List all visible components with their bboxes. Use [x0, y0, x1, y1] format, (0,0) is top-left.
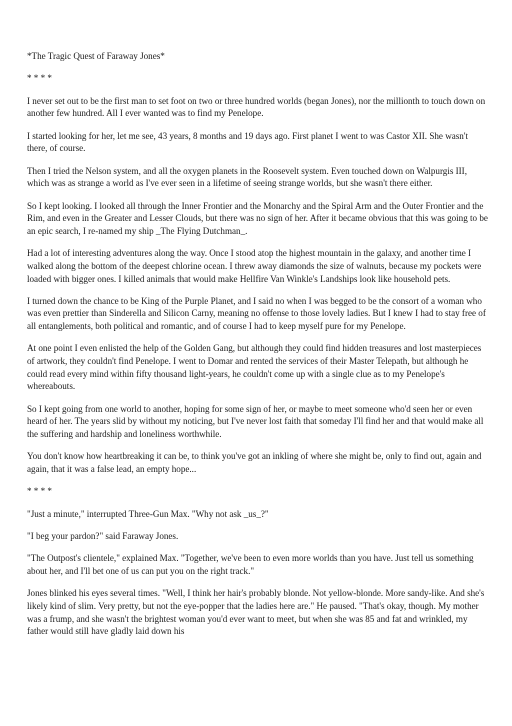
- paragraph: "The Outpost's clientele," explained Max. "Together, we've been to even more worlds than you have. Just tell us something about her, and I'll bet one of us can put you on the right track.": [27, 553, 474, 576]
- paragraph: At one point I even enlisted the help of the Golden Gang, but although they could find hidden treasures and lost masterpieces of artwork, they couldn't find Penelope. I went to Domar and rented the services of their Master Telepath, but although he could read every mind within fifty thousand light-years, he couldn't come up with a single clue as to my Penelope's whereabouts.: [27, 343, 482, 392]
- paragraph: So I kept looking. I looked all through the Inner Frontier and the Monarchy and the Spiral Arm and the Outer Frontier and the Rim, and even in the Greater and Lesser Clouds, but there was no sign of her. After it became obvious that this was going to be an epic search, I re-named my ship _The Flying Dutchman_.: [27, 200, 488, 236]
- paragraph: So I kept going from one world to another, hoping for some sign of her, or maybe to meet someone who'd seen her or even heard of her. The years slid by without my noticing, but I've never lost faith that someday I'll find her and that would make all the suffering and hardship and loneliness worthwhile.: [27, 403, 484, 439]
- paragraph: You don't know how heartbreaking it can be, to think you've got an inkling of where she might be, only to find out, again and again, that it was a false lead, an empty hope...: [27, 451, 482, 474]
- paragraph: "Just a minute," interrupted Three-Gun Max. "Why not ask _us_?": [27, 508, 269, 519]
- paragraph: I never set out to be the first man to set foot on two or three hundred worlds (began Jones), nor the millionth to touch down on another few hundred. All I ever wanted was to find my Penelope.: [27, 95, 486, 119]
- paragraph: Then I tried the Nelson system, and all the oxygen planets in the Roosevelt system. Even touched down on Walpurgis III, which was as strange a world as I've ever seen in a lifetime of seeing strange worlds, but she wasn't there either.: [27, 165, 467, 189]
- paragraph: I turned down the chance to be King of the Purple Planet, and I said no when I was begged to be the consort of a woman who was even prettier than Sinderella and Silicon Carny, meaning no offense to those lovely ladies. But I knew I had to stay free of all entanglements, both political and romantic, and of course I had to keep myself pure for my Penelope.: [27, 295, 486, 332]
- document-title: *The Tragic Quest of Faraway Jones*: [27, 51, 165, 61]
- paragraph: I started looking for her, let me see, 43 years, 8 months and 19 days ago. First planet I went to was Castor XII. She wasn't there, of course.: [27, 130, 468, 154]
- paragraph: "I beg your pardon?" said Faraway Jones.: [27, 530, 179, 541]
- section-separator: * * * *: [27, 73, 52, 84]
- paragraph: Had a lot of interesting adventures along the way. Once I stood atop the highest mountain in the galaxy, and another time I walked along the bottom of the deepest chlorine ocean. I threw away diamonds the size of walnuts, because my pockets were loaded with bigger ones. I killed animals that would make Hellfire Van Winkle's Landships look like household pets.: [27, 248, 482, 284]
- section-separator: * * * *: [27, 486, 52, 497]
- document-page: [27, 50, 490, 648]
- paragraph: Jones blinked his eyes several times. "Well, I think her hair's probably blonde. Not yellow-blonde. More sandy-like. And she's likely kind of slim. Very pretty, but not the eye-popper that the ladies here are." He paused. "That's okay, though. My mother was a frump, and she wasn't the brightest woman you'd ever want to meet, but when she was 85 and fat and wrinkled, my father would still have gladly laid down his: [27, 588, 485, 637]
